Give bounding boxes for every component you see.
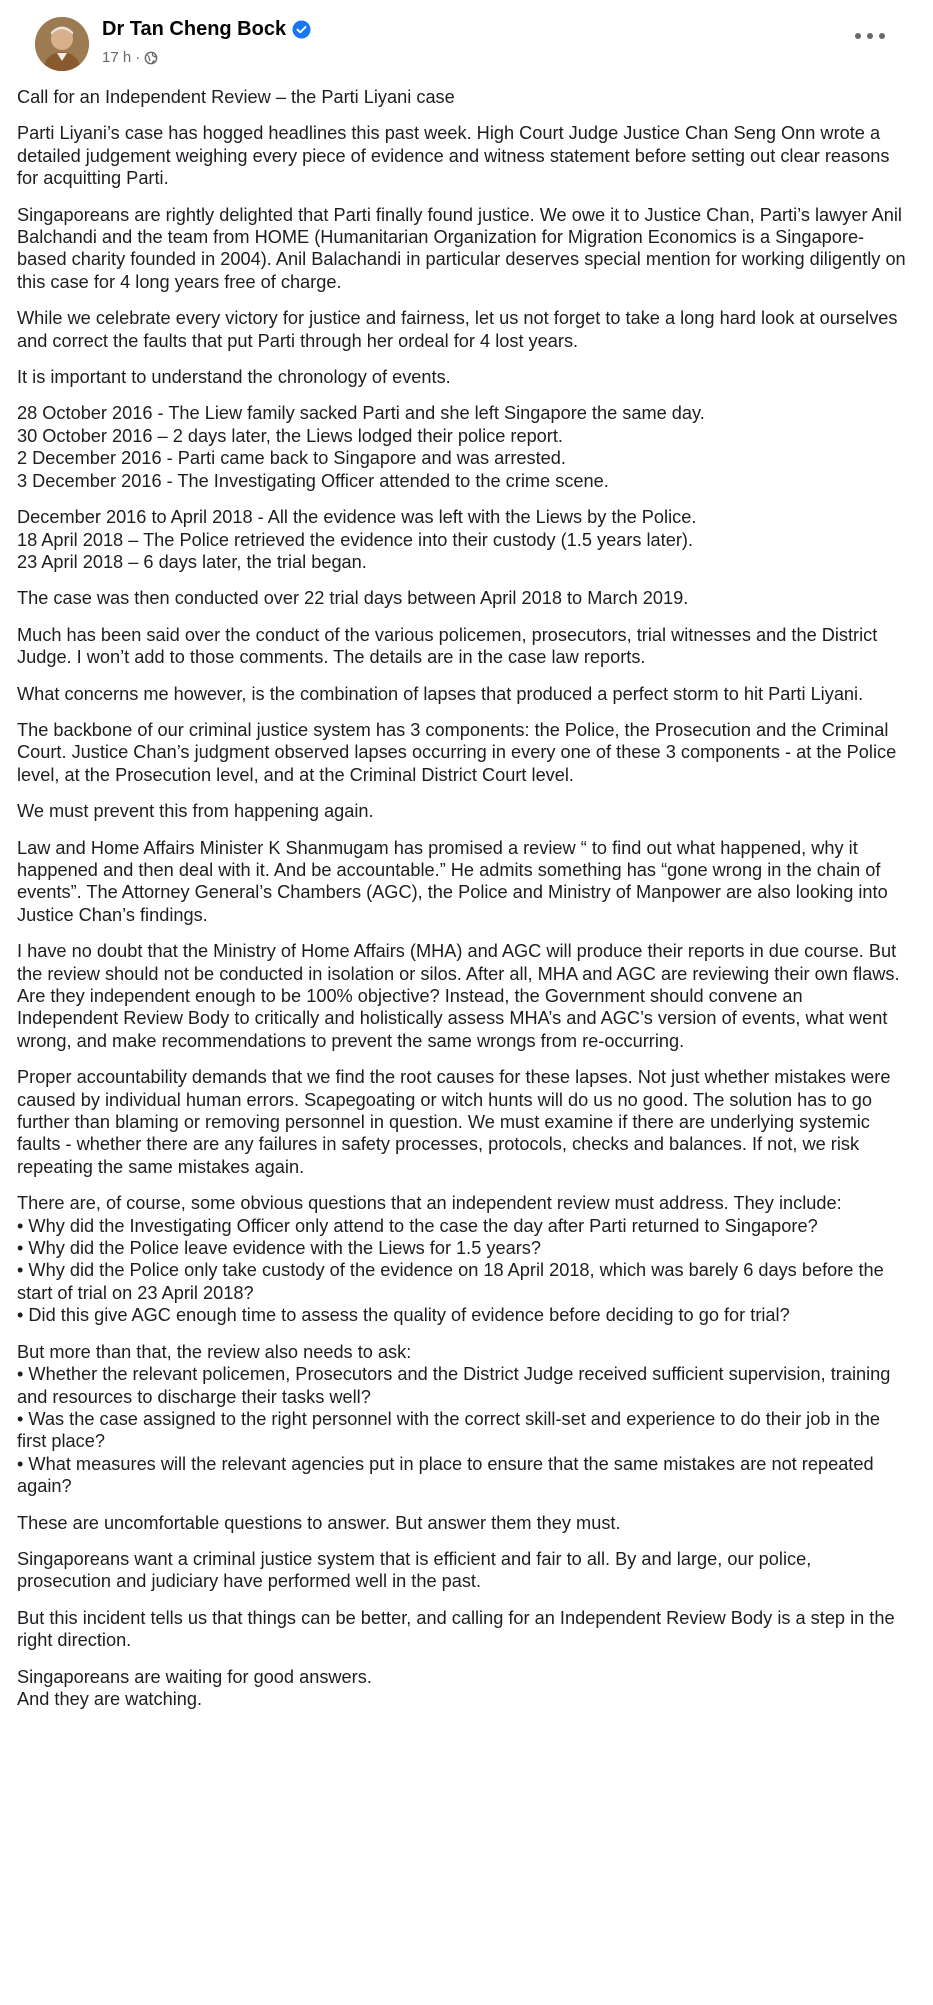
post-text-line: What concerns me however, is the combination of lapses that produced a perfect storm to hit Parti Liyani.	[17, 683, 864, 704]
post-text-line: • Why did the Police leave evidence with the Liews for 1.5 years?	[17, 1238, 541, 1259]
post-paragraph	[17, 366, 907, 388]
post-paragraph	[17, 506, 907, 573]
meta-separator: ·	[135, 49, 141, 66]
post-text-line: And they are watching.	[17, 1688, 203, 1709]
post-text-line: The backbone of our criminal justice system has 3 components: the Police, the Prosecution and the Criminal Court. Justice Chan’s judgment observed lapses occurring in every one of these 3 components - at the Police level, at the Prosecution level, and at the Criminal District Court level.	[17, 719, 897, 785]
post-paragraph	[17, 1192, 907, 1326]
post-paragraph	[17, 1548, 907, 1593]
post-paragraph	[17, 940, 907, 1052]
post-text-line: • Did this give AGC enough time to assess the quality of evidence before deciding to go for trial?	[17, 1305, 790, 1326]
post-text-line: Parti Liyani’s case has hogged headlines this past week. High Court Judge Justice Chan Seng Onn wrote a detailed judgement weighing every piece of evidence and witness statement before setting out clear reasons for acquitting Parti.	[17, 123, 890, 189]
post-text-line: While we celebrate every victory for justice and fairness, let us not forget to take a long hard look at ourselves and correct the faults that put Parti through her ordeal for 4 lost years.	[17, 308, 898, 351]
more-dot	[855, 33, 861, 39]
post-paragraph	[17, 800, 907, 822]
post-body	[17, 86, 907, 1724]
post-paragraph	[17, 204, 907, 294]
avatar-portrait-icon	[35, 17, 89, 71]
post-text-line: 28 October 2016 - The Liew family sacked Parti and she left Singapore the same day.	[17, 403, 705, 424]
post-text-line: Call for an Independent Review – the Parti Liyani case	[17, 87, 455, 107]
post-meta	[102, 49, 158, 66]
post-text-line: 18 April 2018 – The Police retrieved the evidence into their custody (1.5 years later).	[17, 529, 694, 550]
post-text-line: Singaporeans are waiting for good answers.	[17, 1666, 372, 1687]
post-paragraph	[17, 1607, 907, 1652]
post-timestamp[interactable]: 17 h	[102, 49, 132, 66]
post-paragraph	[17, 307, 907, 352]
post-text-line: These are uncomfortable questions to answer. But answer them they must.	[17, 1512, 621, 1533]
post-paragraph	[17, 624, 907, 669]
post-paragraph	[17, 1512, 907, 1534]
post-paragraph	[17, 837, 907, 927]
post-paragraph	[17, 1666, 907, 1711]
post-text-line: Singaporeans want a criminal justice system that is efficient and fair to all. By and large, our police, prosecution and judiciary have performed well in the past.	[17, 1548, 812, 1592]
post-text-line: 3 December 2016 - The Investigating Officer attended to the crime scene.	[17, 470, 609, 491]
post-paragraph	[17, 122, 907, 189]
post-text-line: It is important to understand the chronology of events.	[17, 367, 451, 388]
post-text-line: • What measures will the relevant agencies put in place to ensure that the same mistakes are not repeated again?	[17, 1453, 874, 1497]
post-paragraph	[17, 683, 907, 705]
post-text-line: I have no doubt that the Ministry of Home Affairs (MHA) and AGC will produce their reports in due course. But the review should not be conducted in isolation or silos. After all, MHA and AGC are reviewing their own flaws. Are they independent enough to be 100% objective? Instead, the Government should convene an Independent Review Body to critically and holistically assess MHA’s and AGC’s version of events, what went wrong, and make recommendations to prevent the same wrongs from re-occurring.	[17, 941, 900, 1051]
post-text-line: But more than that, the review also needs to ask:	[17, 1341, 412, 1362]
post-text-line: There are, of course, some obvious questions that an independent review must address. They include:	[17, 1193, 842, 1214]
author-avatar[interactable]	[35, 17, 89, 71]
post-paragraph	[17, 719, 907, 786]
post-paragraph	[17, 86, 907, 108]
post-paragraph	[17, 1066, 907, 1178]
author-name[interactable]: Dr Tan Cheng Bock	[102, 18, 287, 40]
post-text-line: • Why did the Investigating Officer only attend to the case the day after Parti returned to Singapore?	[17, 1215, 818, 1236]
post-text-line: The case was then conducted over 22 trial days between April 2018 to March 2019.	[17, 588, 689, 609]
post-text-line: • Whether the relevant policemen, Prosecutors and the District Judge received sufficient supervision, training and resources to discharge their tasks well?	[17, 1364, 891, 1407]
globe-icon[interactable]	[144, 51, 158, 65]
post-text-line: Singaporeans are rightly delighted that Parti finally found justice. We owe it to Justice Chan, Parti’s lawyer Anil Balchandi and the team from HOME (Humanitarian Organization for Migration Economics is a Singapore-based charity founded in 2004). Anil Balachandi in particular deserves special mention for working diligently on this case for 4 long years free of charge.	[17, 204, 906, 292]
post-text-line: But this incident tells us that things can be better, and calling for an Independent Review Body is a step in the right direction.	[17, 1607, 895, 1651]
post-text-line: • Why did the Police only take custody of the evidence on 18 April 2018, which was barely 6 days before the start of trial on 23 April 2018?	[17, 1260, 884, 1303]
post-text-line: Law and Home Affairs Minister K Shanmugam has promised a review “ to find out what happened, why it happened and then deal with it. And be accountable.” He admits something has “gone wrong in the chain of events”. The Attorney General’s Chambers (AGC), the Police and Ministry of Manpower are also looking into Justice Chan’s findings.	[17, 837, 888, 925]
post-text-line: Proper accountability demands that we find the root causes for these lapses. Not just whether mistakes were caused by individual human errors. Scapegoating or witch hunts will do us no good. The solution has to go further than blaming or removing personnel in question. We must examine if there are underlying systemic faults - whether there are any failures in safety processes, protocols, checks and balances. If not, we risk repeating the same mistakes again.	[17, 1067, 891, 1177]
post-paragraph	[17, 402, 907, 492]
post-paragraph	[17, 1341, 907, 1498]
post-text-line: We must prevent this from happening again.	[17, 801, 374, 822]
more-dot	[867, 33, 873, 39]
more-options-icon[interactable]	[855, 26, 885, 46]
author-name-row	[102, 18, 311, 41]
verified-badge-icon	[292, 20, 311, 39]
post-text-line: 23 April 2018 – 6 days later, the trial began.	[17, 551, 367, 572]
post-text-line: 30 October 2016 – 2 days later, the Liews lodged their police report.	[17, 425, 563, 446]
post-header	[18, 0, 915, 86]
more-dot	[879, 33, 885, 39]
post-text-line: 2 December 2016 - Parti came back to Singapore and was arrested.	[17, 448, 566, 469]
post-paragraph	[17, 587, 907, 609]
post-text-line: • Was the case assigned to the right personnel with the correct skill-set and experience to do their job in the first place?	[17, 1408, 880, 1452]
post-text-line: December 2016 to April 2018 - All the evidence was left with the Liews by the Police.	[17, 507, 697, 528]
post-text-line: Much has been said over the conduct of the various policemen, prosecutors, trial witnesses and the District Judge. I won’t add to those comments. The details are in the case law reports.	[17, 624, 878, 668]
